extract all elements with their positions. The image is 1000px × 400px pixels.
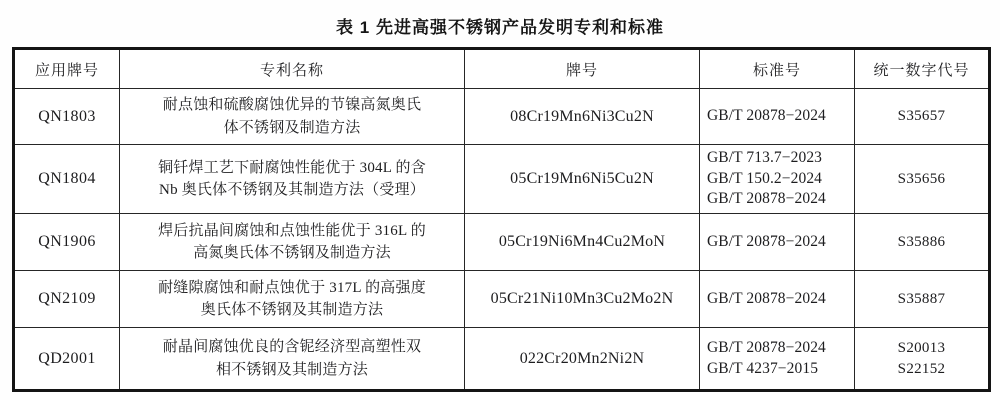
standard-number-line: GB/T 150.2−2024	[707, 169, 823, 187]
cell-application-grade: QN1804	[14, 145, 120, 214]
patent-name-line: 铜钎焊工艺下耐腐蚀性能优于 304L 的含	[158, 159, 426, 176]
table-row	[14, 271, 990, 328]
patent-name-line: Nb 奥氏体不锈钢及其制造方法（受理）	[159, 182, 425, 198]
unified-code-line: S20013	[897, 340, 946, 357]
table-title: 表 1 先进高强不锈钢产品发明专利和标准	[336, 18, 664, 37]
cell-patent-name	[120, 271, 465, 328]
unified-code-line: S35887	[897, 290, 946, 307]
cell-patent-name	[120, 89, 465, 145]
unified-code-line: S35886	[897, 233, 946, 250]
cell-application-grade: QN2109	[14, 271, 120, 328]
patent-name-line: 耐缝隙腐蚀和耐点蚀优于 317L 的高强度	[158, 279, 426, 296]
patent-name-line: 耐点蚀和硫酸腐蚀优异的节镍高氮奥氏	[162, 97, 422, 113]
unified-code-line: S35657	[897, 108, 946, 125]
cell-standard-number	[700, 328, 855, 391]
cell-standard-number	[700, 145, 855, 214]
patent-name-line: 相不锈钢及其制造方法	[215, 361, 368, 378]
patent-name-line: 体不锈钢及制造方法	[223, 119, 361, 136]
cell-patent-name	[120, 145, 465, 214]
cell-designation: 08Cr19Mn6Ni3Cu2N	[465, 89, 700, 145]
patents-standards-table	[12, 47, 991, 392]
cell-application-grade: QD2001	[14, 328, 120, 391]
cell-application-grade: QN1803	[14, 89, 120, 145]
cell-standard-number	[700, 271, 855, 328]
cell-patent-name	[120, 214, 465, 271]
column-header-standard-number: 标准号	[700, 49, 855, 89]
cell-unified-code	[855, 271, 990, 328]
cell-standard-number	[700, 89, 855, 145]
patent-name-line: 高氮奥氏体不锈钢及制造方法	[193, 245, 391, 261]
cell-designation: 05Cr19Mn6Ni5Cu2N	[465, 145, 700, 214]
column-header-designation: 牌号	[465, 49, 700, 89]
table-row	[14, 328, 990, 391]
cell-patent-name	[120, 328, 465, 391]
table-header-row	[14, 49, 990, 89]
cell-unified-code	[855, 145, 990, 214]
column-header-application-grade: 应用牌号	[14, 49, 120, 89]
standard-number-line: GB/T 20878−2024	[707, 190, 826, 208]
patent-name-line: 焊后抗晶间腐蚀和点蚀性能优于 316L 的	[158, 222, 426, 239]
standard-number-line: GB/T 4237−2015	[707, 359, 819, 377]
standard-number-line: GB/T 713.7−2023	[707, 149, 823, 167]
cell-designation: 05Cr19Ni6Mn4Cu2MoN	[465, 214, 700, 271]
cell-unified-code	[855, 214, 990, 271]
cell-designation: 022Cr20Mn2Ni2N	[465, 328, 700, 391]
standard-number-line: GB/T 20878−2024	[707, 107, 826, 125]
cell-designation: 05Cr21Ni10Mn3Cu2Mo2N	[465, 271, 700, 328]
unified-code-line: S22152	[897, 360, 946, 377]
patent-name-line: 奥氏体不锈钢及其制造方法	[200, 302, 384, 318]
standard-number-line: GB/T 20878−2024	[707, 339, 826, 357]
cell-unified-code	[855, 328, 990, 391]
cell-unified-code	[855, 89, 990, 145]
table-row	[14, 145, 990, 214]
standard-number-line: GB/T 20878−2024	[707, 232, 826, 250]
standard-number-line: GB/T 20878−2024	[707, 289, 826, 307]
table-row	[14, 214, 990, 271]
unified-code-line: S35656	[897, 170, 946, 187]
cell-standard-number	[700, 214, 855, 271]
cell-application-grade: QN1906	[14, 214, 120, 271]
column-header-unified-code: 统一数字代号	[855, 49, 990, 89]
patent-name-line: 耐晶间腐蚀优良的含铌经济型高塑性双	[162, 339, 422, 355]
table-row	[14, 89, 990, 145]
column-header-patent-name: 专利名称	[120, 49, 465, 89]
